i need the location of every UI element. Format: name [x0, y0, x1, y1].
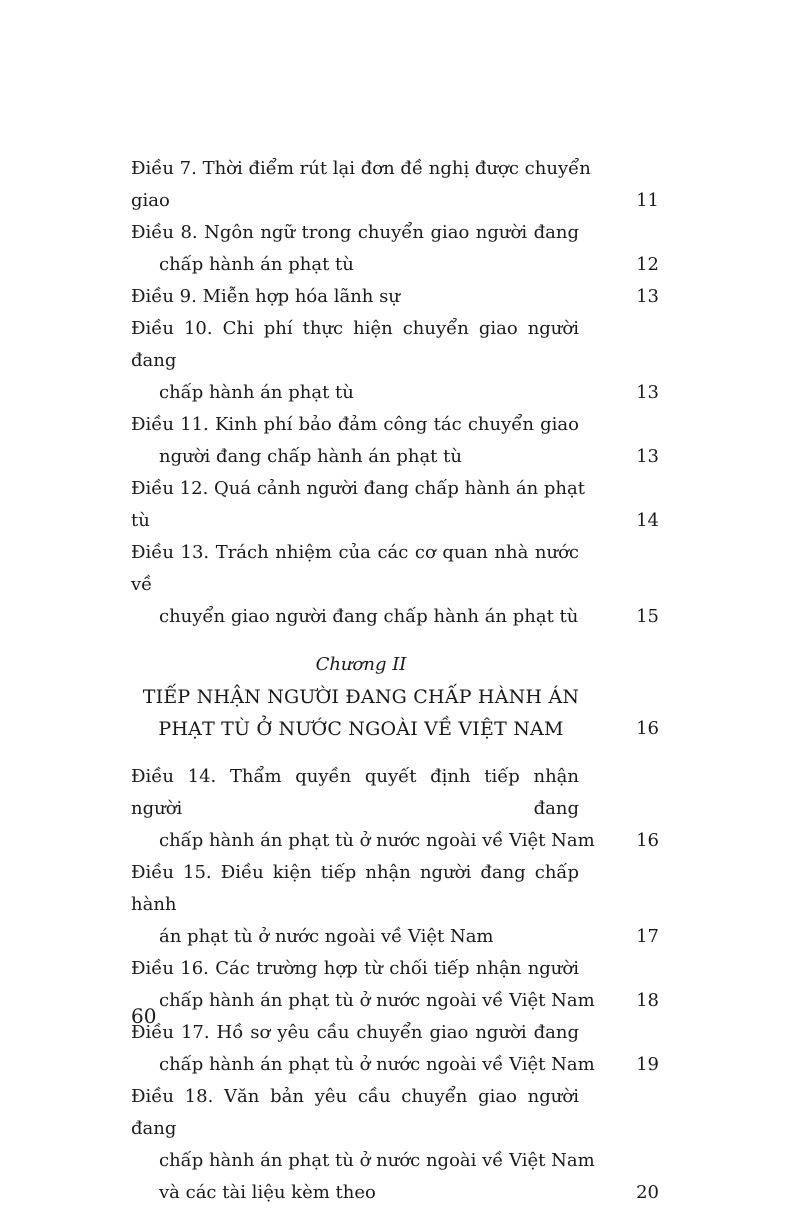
toc-entry-title-continuation: người đang chấp hành án phạt tù: [159, 446, 462, 467]
toc-entry-title: Điều 16. Các trường hợp từ chối tiếp nhận người: [131, 958, 579, 979]
toc-entry-title: Điều 8. Ngôn ngữ trong chuyển giao người đang: [131, 222, 579, 243]
toc-entry: [131, 281, 661, 313]
toc-entry-title-continuation: chấp hành án phạt tù: [159, 382, 354, 403]
toc-entry-title: Điều 11. Kinh phí bảo đảm công tác chuyển giao: [131, 414, 579, 435]
toc-entry-title: Điều 15. Điều kiện tiếp nhận người đang chấp hành: [131, 862, 579, 915]
toc-entry-page-number: 13: [636, 382, 659, 403]
toc-entry-page-number: 11: [636, 190, 659, 211]
toc-entry-title-continuation: và các tài liệu kèm theo: [159, 1182, 376, 1203]
toc-entry-page-number: 19: [636, 1054, 659, 1075]
toc-entry-page-number: 14: [636, 510, 659, 531]
toc-entry: [131, 217, 661, 281]
toc-entry-title: Điều 12. Quá cảnh người đang chấp hành án phạt tù: [131, 478, 585, 531]
table-of-contents: [131, 153, 661, 1209]
toc-entry: [131, 953, 661, 1017]
toc-entry-title: Điều 13. Trách nhiệm của các cơ quan nhà nước về: [131, 542, 579, 595]
toc-section-chapter-2: [131, 761, 661, 1209]
toc-entry-title: Điều 7. Thời điểm rút lại đơn đề nghị được chuyển giao: [131, 158, 591, 211]
toc-section-chapter-1: [131, 153, 661, 633]
toc-entry-page-number: 16: [636, 830, 659, 851]
chapter-title-line-2: PHẠT TÙ Ở NƯỚC NGOÀI VỀ VIỆT NAM: [158, 718, 564, 740]
toc-entry-title: Điều 14. Thẩm quyền quyết định tiếp nhận người đang: [131, 766, 579, 819]
toc-entry-page-number: 13: [636, 446, 659, 467]
toc-entry: [131, 857, 661, 953]
toc-entry-title-continuation: chấp hành án phạt tù ở nước ngoài về Việt Nam: [159, 830, 595, 851]
toc-entry-title-continuation: án phạt tù ở nước ngoài về Việt Nam: [159, 926, 494, 947]
toc-entry-page-number: 20: [636, 1182, 659, 1203]
toc-entry-page-number: 13: [636, 286, 659, 307]
toc-entry: [131, 313, 661, 409]
toc-entry: [131, 409, 661, 473]
toc-entry-page-number: 18: [636, 990, 659, 1011]
toc-entry: [131, 1017, 661, 1081]
chapter-label: Chương II: [315, 654, 407, 675]
toc-entry-title: Điều 17. Hồ sơ yêu cầu chuyển giao người đang: [131, 1022, 579, 1043]
chapter-page-number: 16: [636, 718, 659, 739]
toc-entry: [131, 473, 661, 537]
chapter-title-line-1: TIẾP NHẬN NGƯỜI ĐANG CHẤP HÀNH ÁN: [142, 686, 580, 708]
toc-entry-page-number: 15: [636, 606, 659, 627]
toc-entry-page-number: 12: [636, 254, 659, 275]
toc-entry-title-continuation: chấp hành án phạt tù ở nước ngoài về Việt Nam: [159, 1150, 595, 1171]
page-number: 60: [131, 1004, 157, 1028]
toc-entry-title: Điều 9. Miễn hợp hóa lãnh sự: [131, 286, 400, 307]
toc-entry-title-continuation: chấp hành án phạt tù ở nước ngoài về Việt Nam: [159, 990, 595, 1011]
toc-entry-title-continuation: chấp hành án phạt tù ở nước ngoài về Việt Nam: [159, 1054, 595, 1075]
toc-entry: [131, 1081, 661, 1209]
toc-entry-title-continuation: chấp hành án phạt tù: [159, 254, 354, 275]
toc-entry-title: Điều 10. Chi phí thực hiện chuyển giao người đang: [131, 318, 579, 371]
toc-entry: [131, 761, 661, 857]
toc-entry: [131, 537, 661, 633]
toc-entry-page-number: 17: [636, 926, 659, 947]
toc-entry-title-continuation: chuyển giao người đang chấp hành án phạt tù: [159, 606, 579, 627]
toc-entry: [131, 153, 661, 217]
chapter-heading: [131, 633, 659, 761]
toc-entry-title: Điều 18. Văn bản yêu cầu chuyển giao người đang: [131, 1086, 579, 1139]
